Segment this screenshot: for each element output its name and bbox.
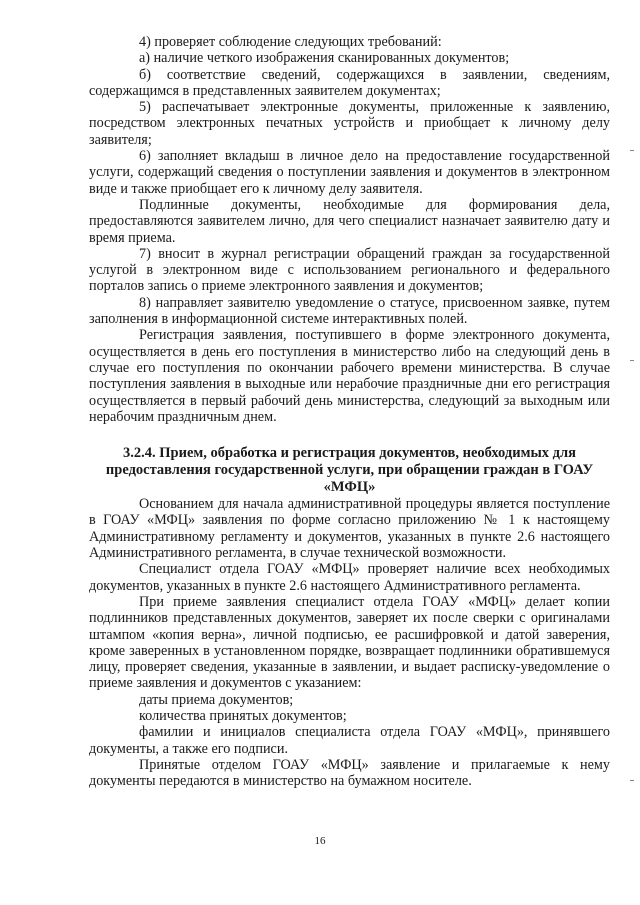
paragraph: а) наличие четкого изображения сканированных документов; [139, 50, 510, 67]
paragraph: 8) направляет заявителю уведомление о статусе, присвоенном заявке, путем заполнения в информационной системе интерактивных полей. [89, 294, 610, 328]
list-item: фамилии и инициалов специалиста отдела ГОАУ «МФЦ», принявшего документы, а также его подписи. [89, 724, 610, 757]
paragraph: 4) проверяет соблюдение следующих требований: [139, 34, 442, 50]
paragraph: Регистрация заявления, поступившего в форме электронного документа, осуществляется в день его поступления в министерство либо на следующий день в случае его поступления по окончании рабочего времени министерства. В случае поступления заявления в выходные или нерабочие праздничные дни его регистрация осуществляется в первый рабочий день министерства, следующий за выходным или нерабочим праздничным днем. [89, 327, 610, 425]
paragraph: Принятые отделом ГОАУ «МФЦ» заявление и прилагаемые к нему документы передаются в министерство на бумажном носителе. [89, 756, 610, 790]
body-text-top [89, 34, 610, 425]
paragraph: Основанием для начала административной процедуры является поступление в ГОАУ «МФЦ» заявления по форме согласно приложению № 1 к настоящему Административному регламенту и документов, указанных в пункте 2.6 настоящего Административного регламента, в случае технической возможности. [89, 496, 610, 562]
scan-mark [630, 360, 634, 361]
page-number: 16 [314, 835, 326, 847]
scan-mark [630, 780, 634, 781]
list-item: количества принятых документов; [139, 707, 347, 724]
paragraph: 7) вносит в журнал регистрации обращений граждан за государственной услугой в электронном виде с использованием регионального и федерального порталов запись о приеме электронного заявления и документов; [89, 245, 610, 295]
paragraph: 6) заполняет вкладыш в личное дело на предоставление государственной услуги, содержащий сведения о поступлении заявления и документов в электронном виде и также приобщает его к личному делу заявителя. [89, 148, 610, 197]
paragraph: При приеме заявления специалист отдела ГОАУ «МФЦ» делает копии подлинников представленных документов, заверяет их после сверки с оригиналами штампом «копия верна», личной подписью, ее расшифровкой и датой заверения, кроме заверенных в установленном порядке, возвращает подлинники обратившемуся лицу, проверяет сведения, указанные в заявлении, и выдает расписку-уведомление о приеме заявления и документов с указанием: [89, 593, 610, 692]
section-heading: 3.2.4. Прием, обработка и регистрация документов, необходимых для предоставления государственной услуги, при обращении граждан в ГОАУ «МФЦ» [105, 445, 594, 496]
list-item: даты приема документов; [139, 691, 294, 708]
paragraph: 5) распечатывает электронные документы, приложенные к заявлению, посредством электронных печатных устройств и приобщает к личному делу заявителя; [89, 99, 610, 148]
paragraph: Подлинные документы, необходимые для формирования дела, предоставляются заявителем лично, для чего специалист назначает заявителю дату и время приема. [89, 196, 610, 246]
scan-mark [630, 150, 634, 151]
paragraph: Специалист отдела ГОАУ «МФЦ» проверяет наличие всех необходимых документов, указанных в пункте 2.6 настоящего Административного регламента. [89, 561, 610, 594]
paragraph: б) соответствие сведений, содержащихся в заявлении, сведениям, содержащимся в представленных заявителем документах; [89, 66, 610, 99]
body-text-bottom [89, 496, 610, 789]
